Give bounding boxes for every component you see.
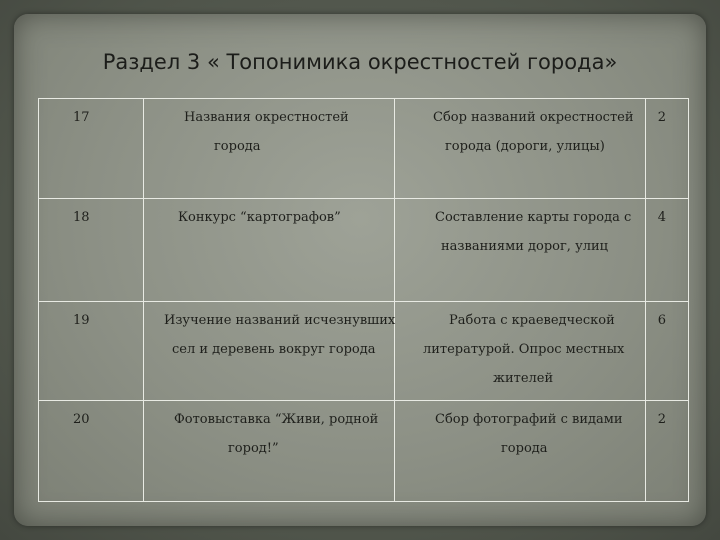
hours-cell: 2 [646, 99, 689, 199]
row-number: 17 [39, 99, 144, 199]
activity-cell [395, 199, 646, 302]
activity-line: жителей [493, 371, 554, 386]
hours-cell: 2 [646, 401, 689, 502]
topic-line: Фотовыставка “Живи, родной [174, 412, 379, 427]
topic-line: города [214, 139, 261, 154]
hours-cell: 4 [646, 199, 689, 302]
topic-cell [144, 199, 395, 302]
topic-line: Конкурс “картографов” [178, 210, 341, 225]
section-title: Раздел 3 « Топонимика окрестностей города» [102, 50, 618, 74]
activity-line: Сбор названий окрестностей [433, 110, 634, 125]
table-row [39, 302, 689, 401]
activity-cell [395, 99, 646, 199]
activity-line: Составление карты города с [435, 210, 632, 225]
activity-line: Работа с краеведческой [449, 313, 615, 328]
activity-cell [395, 302, 646, 401]
activity-line: города (дороги, улицы) [445, 139, 605, 154]
topic-line: Названия окрестностей [184, 110, 349, 125]
topic-line: сел и деревень вокруг города [172, 342, 376, 357]
row-number: 19 [39, 302, 144, 401]
topic-cell [144, 99, 395, 199]
table-row [39, 401, 689, 502]
row-number: 20 [39, 401, 144, 502]
activity-line: Сбор фотографий с видами [435, 412, 623, 427]
hours-cell: 6 [646, 302, 689, 401]
topic-cell [144, 302, 395, 401]
table-row [39, 199, 689, 302]
table-row [39, 99, 689, 199]
topic-cell [144, 401, 395, 502]
activity-line: названиями дорог, улиц [441, 239, 609, 254]
program-table [38, 98, 689, 502]
activity-line: города [501, 441, 548, 456]
activity-line: литературой. Опрос местных [423, 342, 625, 357]
row-number: 18 [39, 199, 144, 302]
topic-line: город!” [228, 441, 279, 456]
topic-line: Изучение названий исчезнувших [164, 313, 396, 328]
activity-cell [395, 401, 646, 502]
